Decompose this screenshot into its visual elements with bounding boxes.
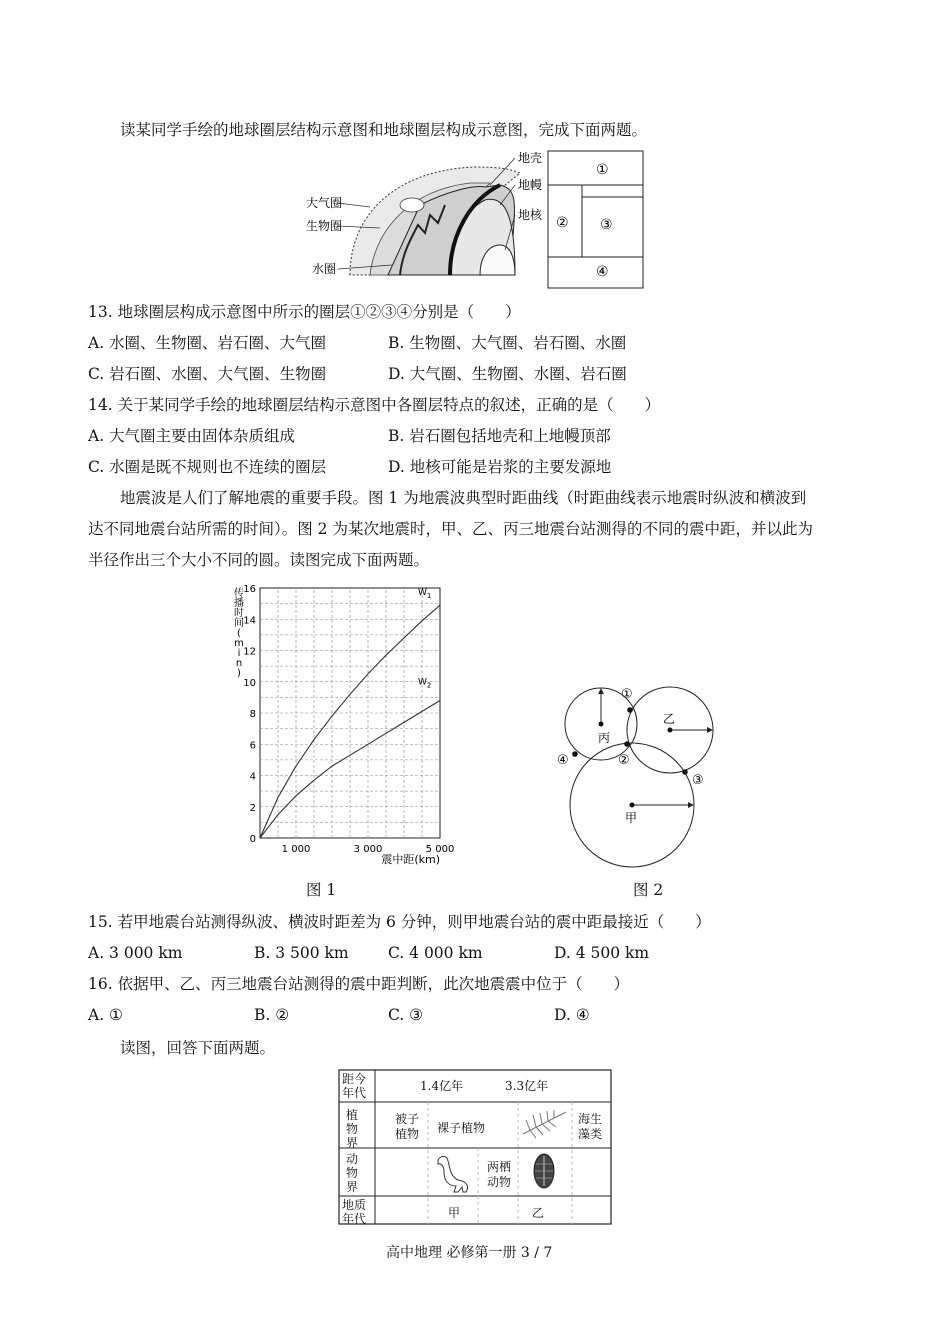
point-1: ① (621, 687, 633, 702)
q13-option-b[interactable]: B. 生物圈、大气圈、岩石圈、水圈 (388, 334, 627, 352)
q14-option-b[interactable]: B. 岩石圈包括地壳和上地幔顶部 (388, 427, 611, 445)
x-tick-label: 5 000 (425, 844, 455, 855)
q16-option-c[interactable]: C. ③ (388, 1006, 424, 1024)
table-header-animal: 动物界 (346, 1152, 359, 1194)
chart-grid (260, 588, 440, 838)
y-axis-label-char: ( (237, 628, 241, 639)
box-label-4: ④ (596, 264, 609, 280)
series-label-W1: $W_1$ (418, 588, 432, 601)
q16-option-a[interactable]: A. ① (88, 1006, 123, 1024)
label-crust: 地壳 (518, 151, 543, 165)
travel-time-chart (225, 580, 475, 870)
table-header-age: 距今年代 (342, 1072, 367, 1100)
y-axis-label-char: 传 (234, 588, 244, 599)
y-axis-label-char: i (237, 648, 241, 659)
x-tick-label: 1 000 (281, 844, 311, 855)
y-tick-label: 6 (249, 740, 256, 752)
q13-option-a[interactable]: A. 水圈、生物圈、岩石圈、大气圈 (88, 334, 327, 352)
station-bing: 丙 (598, 731, 611, 745)
label-mantle: 地幔 (518, 178, 543, 192)
table-algae: 海生藻类 (578, 1112, 603, 1141)
y-axis-label-char: 间 (234, 618, 244, 629)
q15-option-d[interactable]: D. 4 500 km (554, 944, 650, 962)
q14-option-d[interactable]: D. 地核可能是岩浆的主要发源地 (388, 458, 612, 476)
q14-option-c[interactable]: C. 水圈是既不规则也不连续的圈层 (88, 458, 327, 476)
station-jia: 甲 (625, 811, 638, 825)
y-axis-label-char: n (235, 658, 243, 669)
label-atmosphere: 大气圈 (306, 196, 343, 210)
table-age-1: 1.4亿年 (420, 1079, 464, 1093)
y-tick-label: 2 (249, 802, 256, 814)
y-axis-label-char: ) (237, 668, 241, 679)
q14-stem: 14. 关于某同学手绘的地球圈层结构示意图中各圈层特点的叙述，正确的是（ ） (88, 396, 661, 414)
q13-option-c[interactable]: C. 岩石圈、水圈、大气圈、生物圈 (88, 365, 327, 383)
label-hydrosphere: 水圈 (312, 262, 337, 276)
y-tick-label: 0 (249, 834, 256, 845)
geologic-time-table (338, 1068, 614, 1228)
label-biosphere: 生物圈 (306, 219, 343, 233)
fig1-caption: 图 1 (306, 881, 337, 899)
q13-stem: 13. 地球圈层构成示意图中所示的圈层①②③④分别是（ ） (88, 303, 521, 321)
intro-paragraph-3: 读图，回答下面两题。 (120, 1039, 276, 1057)
table-era-jia: 甲 (448, 1206, 461, 1220)
x-axis-label: 震中距(km) (381, 853, 440, 866)
point-2: ② (618, 753, 630, 768)
q14-option-a[interactable]: A. 大气圈主要由固体杂质组成 (88, 427, 296, 445)
fig2-caption: 图 2 (633, 881, 664, 899)
y-tick-label: 14 (243, 615, 256, 627)
y-axis-label-char: 播 (234, 598, 244, 609)
box-label-1: ① (596, 162, 609, 178)
epicenter-circles-figure (555, 680, 735, 870)
point-4: ④ (557, 753, 569, 768)
box-label-2: ② (556, 215, 569, 231)
x-tick-label: 3 000 (353, 844, 383, 855)
y-tick-label: 12 (243, 646, 256, 658)
y-tick-label: 8 (249, 709, 256, 720)
y-tick-label: 10 (243, 677, 256, 689)
y-axis-label-char: 时 (234, 608, 244, 619)
y-tick-label: 4 (249, 771, 256, 783)
table-era-yi: 乙 (532, 1206, 545, 1220)
q15-option-b[interactable]: B. 3 500 km (254, 944, 349, 962)
q16-option-d[interactable]: D. ④ (554, 1006, 590, 1024)
point-3: ③ (692, 773, 704, 788)
page-footer: 高中地理 必修第一册 3 / 7 (386, 1245, 553, 1261)
q15-option-a[interactable]: A. 3 000 km (88, 944, 183, 962)
q16-stem: 16. 依据甲、乙、丙三地震台站测得的震中距判断，此次地震震中位于（ ） (88, 975, 630, 993)
y-tick-labels (243, 584, 256, 845)
intro-paragraph-2-line-2: 达不同地震台站所需的时间）。图 2 为某次地震时，甲、乙、丙三地震台站测得的不同的震中距，并以此为 (88, 520, 813, 538)
q13-option-d[interactable]: D. 大气圈、生物圈、水圈、岩石圈 (388, 365, 627, 383)
q15-option-c[interactable]: C. 4 000 km (388, 944, 483, 962)
station-yi: 乙 (663, 712, 676, 726)
y-axis-label-char: m (234, 638, 244, 649)
intro-paragraph-2-line-1: 地震波是人们了解地震的重要手段。图 1 为地震波典型时距曲线（时距曲线表示地震时纵波和横波到 (120, 489, 807, 507)
series-label-W2: $W_2$ (418, 677, 432, 690)
table-age-2: 3.3亿年 (505, 1079, 549, 1093)
q15-stem: 15. 若甲地震台站测得纵波、横波时距差为 6 分钟，则甲地震台站的震中距最接近（ ） (88, 913, 711, 931)
table-header-era: 地质年代 (342, 1198, 367, 1226)
earth-sphere-figure (300, 145, 660, 290)
trilobite-icon (534, 1154, 554, 1188)
label-core: 地核 (518, 208, 543, 222)
table-header-plant: 植物界 (346, 1108, 359, 1150)
intro-paragraph-1: 读某同学手绘的地球圈层结构示意图和地球圈层构成示意图，完成下面两题。 (120, 121, 648, 139)
y-axis-label (234, 586, 244, 679)
y-tick-label: 16 (243, 584, 256, 595)
table-angiosperm: 被子植物 (395, 1112, 420, 1141)
q16-option-b[interactable]: B. ② (254, 1006, 290, 1024)
table-amphibian: 两栖动物 (487, 1160, 512, 1189)
box-label-3: ③ (600, 217, 613, 233)
intro-paragraph-2-line-3: 半径作出三个大小不同的圆。读图完成下面两题。 (88, 551, 430, 569)
table-gymnosperm: 裸子植物 (437, 1121, 486, 1135)
cloud-icon (400, 198, 424, 212)
